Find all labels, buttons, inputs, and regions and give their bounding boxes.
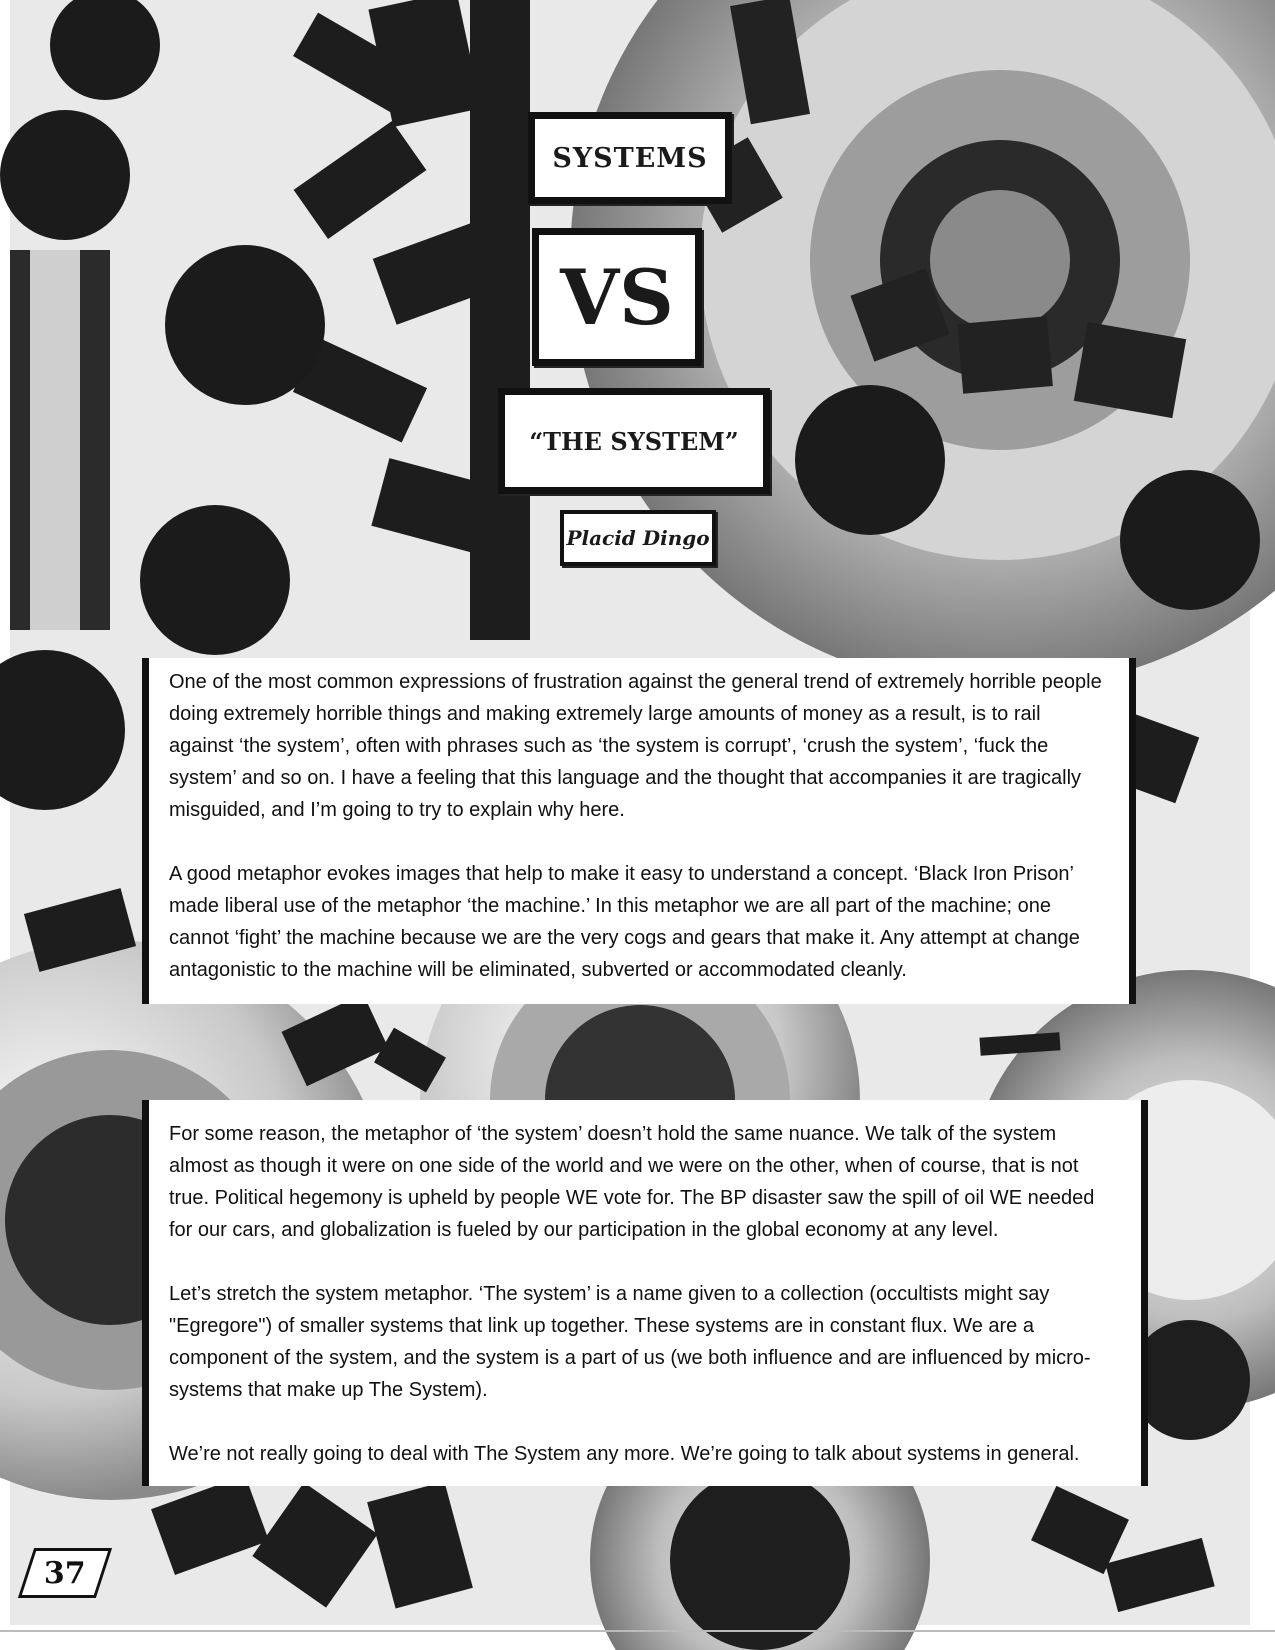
title-systems: SYSTEMS <box>528 112 732 204</box>
page-number-text: 37 <box>44 1555 86 1591</box>
title-the-system: “THE SYSTEM” <box>498 388 770 494</box>
bottom-rule <box>0 1630 1275 1632</box>
title-vs: VS <box>532 228 702 366</box>
text-panel-system-metaphor <box>142 1100 1148 1486</box>
page-number <box>18 1548 112 1598</box>
author-byline: Placid Dingo <box>560 510 716 566</box>
paragraph: A good metaphor evokes images that help to make it easy to understand a concept. ‘Black Iron Prison’ made liberal use of the metaphor ‘the machine.’ In this metaphor we are all part of the machine; one cannot ‘fight’ the machine because we are the very cogs and gears that make it. Any attempt at change antagonistic to the machine will be eliminated, subverted or accommodated cleanly. <box>169 863 1080 981</box>
paragraph: We’re not really going to deal with The System any more. We’re going to talk about systems in general. <box>169 1443 1080 1465</box>
paragraph: For some reason, the metaphor of ‘the system’ doesn’t hold the same nuance. We talk of the system almost as though it were on one side of the world and we were on the other, when of course, that is not true. Political hegemony is upheld by people WE vote for. The BP disaster saw the spill of oil WE needed for our cars, and globalization is fueled by our participation in the global economy at any level. <box>169 1123 1095 1241</box>
text-panel-intro <box>142 658 1136 1004</box>
paragraph: One of the most common expressions of frustration against the general trend of extremely horrible people doing extremely horrible things and making extremely large amounts of money as a result, is to rail against ‘the system’, often with phrases such as ‘the system is corrupt’, ‘crush the system’, ‘fuck the system’ and so on. I have a feeling that this language and the thought that accompanies it are tragically misguided, and I’m going to try to explain why here. <box>169 671 1102 821</box>
paragraph: Let’s stretch the system metaphor. ‘The system’ is a name given to a collection (occultists might say "Egregore") of smaller systems that link up together. These systems are in constant flux. We are a component of the system, and the system is a part of us (we both influence and are influenced by micro-systems that make up The System). <box>169 1283 1091 1401</box>
